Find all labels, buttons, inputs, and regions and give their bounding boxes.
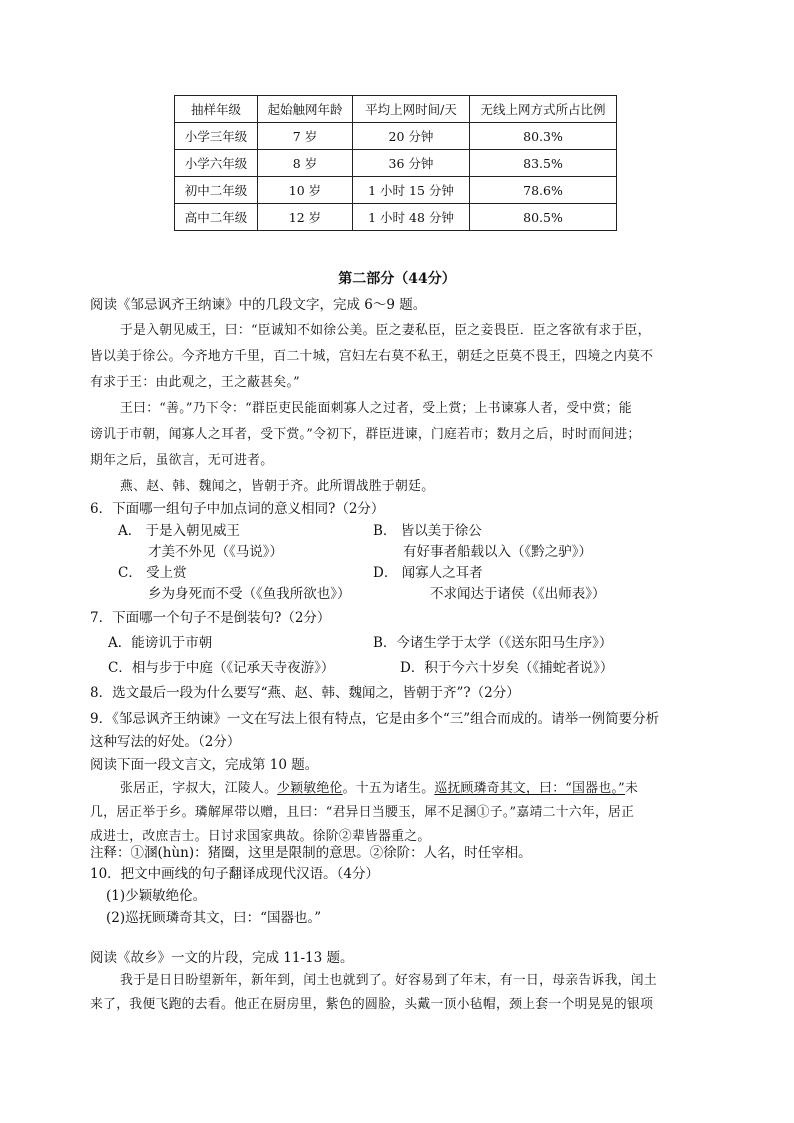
table-cell: 78.6% [470, 177, 617, 204]
table-header: 平均上网时间/天 [353, 96, 470, 123]
passage-line: 燕、赵、韩、魏闻之，皆朝于齐。此所谓战胜于朝廷。 [120, 479, 435, 494]
table-cell: 36 分钟 [353, 150, 470, 177]
q6-option-b: B． 皆以美于徐公 [373, 523, 482, 539]
q7-option-d: D．积于今六十岁矣（《捕蛇者说》） [400, 660, 614, 676]
passage-text: 。十五为诸生。 [342, 781, 435, 796]
table-header-row [175, 96, 617, 123]
table-row [175, 204, 617, 231]
passage-line: 来了，我便飞跑的去看。他正在厨房里，紫色的圆脸，头戴一顶小毡帽，颈上套一个明晃晃的银项 [90, 997, 654, 1012]
underlined-sentence-2: 巡抚顾璘奇其文，曰：“国器也。” [434, 781, 625, 796]
table-cell: 10 岁 [258, 177, 353, 204]
table-cell: 80.3% [470, 123, 617, 150]
passage-text: 未 [624, 781, 639, 796]
reading2-intro: 阅读下面一段文言文，完成第 10 题。 [90, 757, 319, 773]
table-cell: 1 小时 48 分钟 [353, 204, 470, 231]
table-cell: 初中二年级 [175, 177, 258, 204]
annotation-note: 注释：①溷(hùn)：猪圈，这里是限制的意思。②徐阶：人名，时任宰相。 [90, 845, 532, 861]
passage-line: 有求于王：由此观之，王之蔽甚矣。” [90, 375, 300, 390]
q6-option-c: C． 受上赏 [118, 565, 187, 581]
q6-option-a-ref: 才美不外见（《马说》） [148, 544, 283, 560]
table-row [175, 177, 617, 204]
passage-line: 皆以美于徐公。今齐地方千里，百二十城，宫妇左右莫不私王，朝廷之臣莫不畏王，四境之内莫不 [90, 349, 654, 364]
table-cell: 小学三年级 [175, 123, 258, 150]
table-cell: 8 岁 [258, 150, 353, 177]
table-cell: 80.5% [470, 204, 617, 231]
table-row [175, 150, 617, 177]
survey-table [174, 95, 617, 231]
reading1-intro: 阅读《邹忌讽齐王纳谏》中的几段文字，完成 6～9 题。 [90, 297, 427, 313]
table-cell: 20 分钟 [353, 123, 470, 150]
q10-sentence-2: (2)巡抚顾璘奇其文，曰：“国器也。” [106, 910, 322, 926]
underlined-sentence-1: 少颖敏绝伦 [277, 781, 343, 796]
q7-option-c: C．相与步于中庭（《记承天寺夜游》） [108, 660, 335, 676]
table-header: 抽样年级 [175, 96, 258, 123]
table-cell: 83.5% [470, 150, 617, 177]
table-header: 起始触网年龄 [258, 96, 353, 123]
q6-option-d-ref: 不求闻达于诸侯（《出师表》） [430, 586, 606, 602]
table-cell: 1 小时 15 分钟 [353, 177, 470, 204]
question-9-cont: 这种写法的好处。（2分） [90, 734, 241, 750]
table-header: 无线上网方式所占比例 [470, 96, 617, 123]
table-row [175, 123, 617, 150]
q7-option-a: A．能谤讥于市朝 [108, 635, 213, 651]
reading3-intro: 阅读《故乡》一文的片段，完成 11-13 题。 [90, 950, 354, 966]
question-10: 10．把文中画线的句子翻译成现代汉语。（4分） [90, 866, 380, 882]
q7-option-b: B．今诸生学于太学（《送东阳马生序》） [373, 635, 613, 651]
q6-option-a: A． 于是入朝见威王 [118, 523, 241, 539]
question-6: 6．下面哪一组句子中加点词的意义相同?（2分） [90, 501, 385, 517]
passage-line: 期年之后，虽欲言，无可进者。 [90, 453, 274, 468]
q6-option-c-ref: 乡为身死而不受（《鱼我所欲也》） [148, 586, 351, 602]
table-cell: 小学六年级 [175, 150, 258, 177]
part-title: 第二部分（44分） [338, 271, 456, 287]
passage-line: 我于是日日盼望新年，新年到，闰土也就到了。好容易到了年末，有一日，母亲告诉我，闰土 [120, 973, 657, 988]
q6-option-b-ref: 有好事者船载以入（《黔之驴》） [403, 544, 592, 560]
passage-text: 张居正，字叔大，江陵人。 [120, 781, 278, 796]
passage-line: 于是入朝见威王，曰：“臣诚知不如徐公美。臣之妻私臣，臣之妾畏臣．臣之客欲有求于臣， [120, 323, 651, 338]
passage-line [120, 777, 638, 796]
passage-line: 几，居正举于乡。璘解犀带以赠，且曰：“君异日当腰玉，犀不足溷①子。”嘉靖二十六年，居正 [90, 805, 635, 820]
question-9: 9．《邹忌讽齐王纳谏》一文在写法上很有特点，它是由多个“三”组合而成的。请举一例简要分析 [90, 711, 660, 727]
table-cell: 12 岁 [258, 204, 353, 231]
table-cell: 7 岁 [258, 123, 353, 150]
table-cell: 高中二年级 [175, 204, 258, 231]
passage-line: 成进士，改庶吉士。日讨求国家典故。徐阶②辈皆器重之。 [90, 829, 431, 844]
question-8: 8．选文最后一段为什么要写“燕、赵、韩、魏闻之，皆朝于齐”?（2分） [90, 685, 520, 701]
q6-option-d: D． 闻寡人之耳者 [373, 565, 483, 581]
q10-sentence-1: (1)少颖敏绝伦。 [106, 888, 207, 904]
question-7: 7．下面哪一个句子不是倒装句?（2分） [90, 610, 331, 626]
passage-line: 谤讥于市朝，闻寡人之耳者，受下赏。”令初下，群臣进谏，门庭若市；数月之后，时时而间进； [90, 427, 641, 442]
passage-line: 王曰：“善。”乃下令：“群臣吏民能面刺寡人之过者，受上赏；上书谏寡人者，受中赏；能 [120, 401, 632, 416]
